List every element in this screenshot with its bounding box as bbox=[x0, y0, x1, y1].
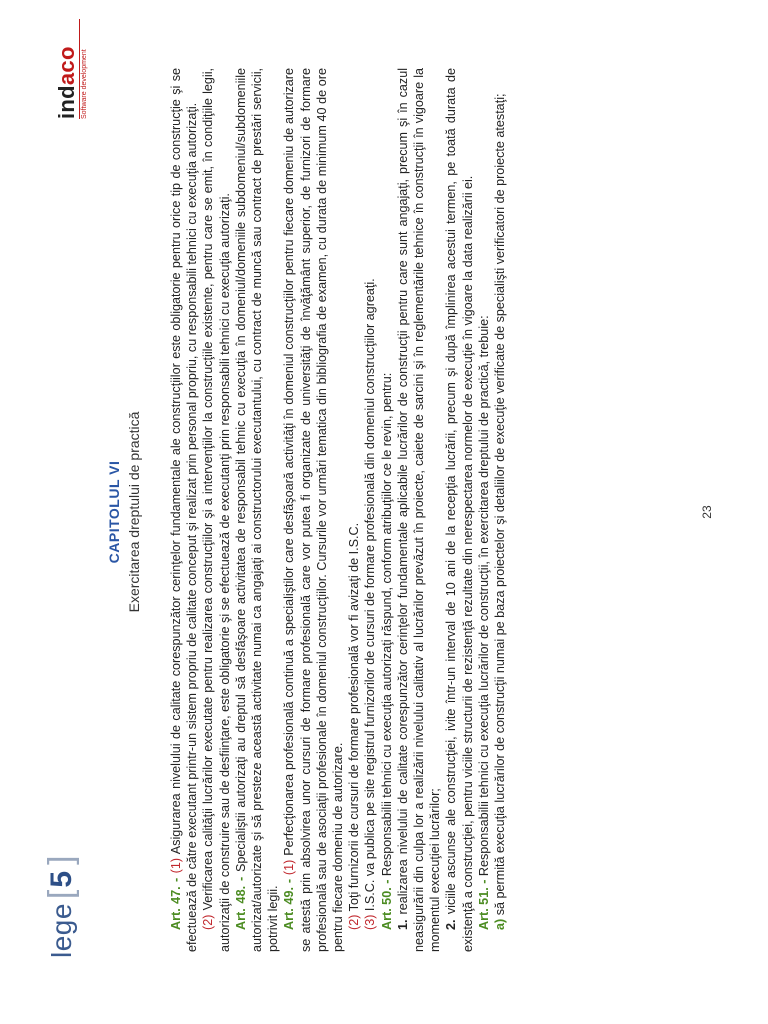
logo-bracket-open: [ bbox=[42, 889, 80, 900]
article-48: Art. 48. - Specialiştii autorizaţi au dreptul să desfăşoare activitatea de responsabil tehnic cu execuţia în domeniul/domeniile subdomeniul/subdomeniile autorizat/autorizate şi să presteze această activitate numai ca angajaţi ai constructorului executantului, cu contract de muncă sau contract de prestări servicii, potrivit legii. bbox=[233, 68, 281, 952]
lege5-logo bbox=[42, 855, 81, 958]
chapter-subtitle: Exercitarea dreptului de practică bbox=[126, 411, 142, 613]
brand-tagline: Software development bbox=[79, 19, 88, 119]
logo-bracket-close: ] bbox=[42, 855, 80, 865]
article-50-item-1: 1. realizarea nivelului de calitate corespunzător cerinţelor fundamentale aplicabile lucrărilor de construcţii pentru care sunt angajaţi, precum şi în cazul neasigurării din culpa lor a realizării nivelului calitativ al lucrărilor prevăzut în proiecte, caiete de sarcini şi în reglementările tehnice în construcţii în vigoare la momentul execuţiei lucrărilor; bbox=[395, 68, 443, 952]
logo-word: lege bbox=[45, 903, 77, 958]
article-49-para-1: Art. 49. - (1) Perfecţionarea profesională continuă a specialiştilor care desfăşoară activităţi în domeniul construcţiilor pentru fiecare domeniu de autorizare se atestă prin absolvirea unor cursuri de formare profesională care vor putea fi organizate de universităţi de învăţământ superior, de furnizori de formare profesională sau de asociaţii profesionale în domeniul construcţiilor. Cursurile vor urmări tematica din bibliografia de examen, cu durata de minimum 40 de ore pentru fiecare domeniu de autorizare. bbox=[282, 67, 346, 952]
article-50-item-2: 2. viciile ascunse ale construcţiei, ivite într-un interval de 10 ani de la recepţia lucrării, precum şi după împlinirea acestui termen, pe toată durata de existenţă a construcţiei, pentru viciile structurii de rezistenţă rezultate din nerespectarea normelor de execuţie în vigoare la data realizării ei. bbox=[444, 68, 475, 952]
brand-name: indaco bbox=[54, 46, 79, 119]
chapter-title: CAPITOLUL VI bbox=[106, 460, 122, 564]
indaco-logo bbox=[54, 19, 88, 119]
article-51-item-a: a) să permită execuţia lucrărilor de construcţii numai pe baza proiectelor şi detaliilor de execuţie verificate de specialişti verificatori de proiecte atestaţi; bbox=[493, 93, 508, 930]
article-47-para-2: (2) Verificarea calităţii lucrărilor executate pentru realizarea construcţiilor şi a intervenţiilor la construcţiile existente, pentru care se emit, în condiţiile legii, autorizaţii de construire sau de desfiinţare, este obligatorie şi se efectuează de executanţi prin responsabili tehnici cu execuţia autorizaţi. bbox=[201, 68, 232, 952]
article-49-para-3: (3) I.S.C. va publica pe site registrul furnizorilor de cursuri de formare profesională din domeniul construcţiilor agreaţi. bbox=[363, 278, 378, 930]
document-body bbox=[168, 68, 508, 952]
article-49-para-2: (2) Toţi furnizorii de cursuri de formare profesională vor fi avizaţi de I.S.C. bbox=[347, 522, 362, 930]
article-47-para-1: Art. 47. - (1) Asigurarea nivelului de calitate corespunzător cerinţelor fundamentale ale construcţiilor este obligatorie pentru orice tip de construcţie şi se efectuează de către executant printr-un sistem propriu de calitate conceput şi realizat prin personal propriu, cu responsabili tehnici cu execuţia autorizaţi. bbox=[169, 67, 200, 952]
page-number: 23 bbox=[700, 505, 714, 519]
logo-number: 5 bbox=[44, 870, 78, 888]
article-51-intro: Art. 51. - Responsabilii tehnici cu execuţia lucrărilor de construcţii, în exercitarea dreptului de practică, trebuie: bbox=[476, 315, 491, 930]
article-50-intro: Art. 50. - Responsabilii tehnici cu execuţia autorizaţi răspund, conform atribuţiilor ce le revin, pentru: bbox=[379, 372, 394, 930]
